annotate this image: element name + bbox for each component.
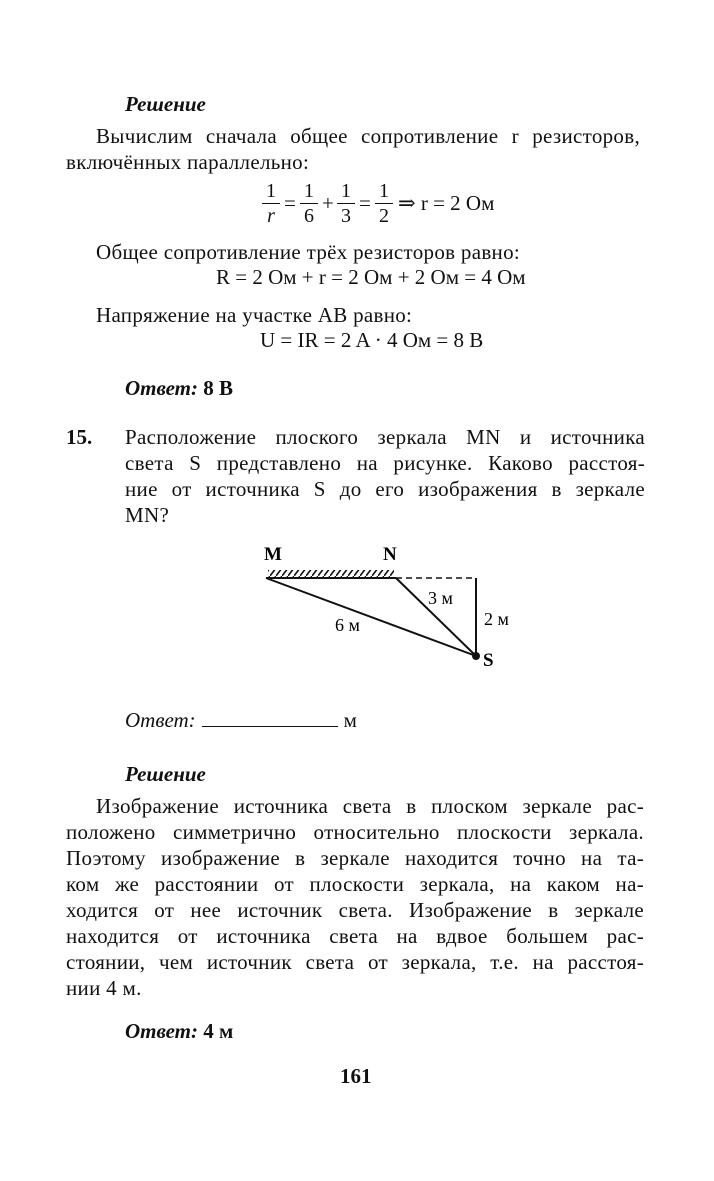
answer-label: Ответ:	[125, 708, 196, 732]
formula-voltage: U = IR = 2 A · 4 Ом = 8 В	[260, 328, 484, 352]
solution1-line3: Общее сопротивление трёх резисторов равно:	[96, 240, 521, 264]
answer-label: Ответ:	[125, 376, 198, 400]
equals-sign: =	[284, 191, 296, 215]
fraction-numerator: 1	[304, 180, 314, 202]
answer-unit: м	[343, 708, 357, 732]
problem15-line: ние от источника S до его изображения в зеркале	[125, 477, 645, 501]
fraction-denominator: 6	[304, 205, 314, 227]
answer-2	[125, 1019, 233, 1044]
problem15-line: MN?	[125, 503, 170, 527]
answer-label: Ответ:	[125, 1019, 198, 1043]
label-2m: 2 м	[484, 609, 509, 629]
solution2-line: Изображение источника света в плоском зеркале рас-	[96, 794, 644, 818]
answer-value: 4 м	[203, 1019, 234, 1043]
answer-blank-line[interactable]	[202, 708, 338, 727]
solution-heading-2: Решение	[125, 762, 206, 786]
problem15-line: Расположение плоского зеркала MN и источника	[125, 425, 645, 449]
formula-total-resistance: R = 2 Ом + r = 2 Ом + 2 Ом = 4 Ом	[216, 265, 526, 289]
label-m: M	[264, 544, 282, 565]
solution2-line: Поэтому изображение в зеркале находится точно на та-	[66, 846, 644, 870]
answer-value: 8 В	[203, 376, 234, 400]
label-6m: 6 м	[335, 615, 360, 635]
solution1-line4: Напряжение на участке AB равно:	[96, 303, 413, 327]
fraction-numerator: 1	[266, 180, 276, 202]
solution-heading-1: Решение	[125, 92, 206, 116]
solution1-line1: Вычислим сначала общее сопротивление r резисторов,	[96, 124, 640, 148]
fraction-denominator: 3	[341, 205, 351, 227]
problem15-line: света S представлено на рисунке. Каково расстоя-	[125, 451, 645, 475]
equals-sign: =	[359, 191, 371, 215]
fraction-denominator: 2	[379, 205, 389, 227]
label-3m: 3 м	[428, 588, 453, 608]
label-s: S	[483, 650, 494, 671]
solution2-line: стоянии, чем источник света от зеркала, т.е. на расстоя-	[66, 950, 644, 974]
solution2-line: ком же расстоянии от плоскости зеркала, на каком на-	[66, 872, 644, 896]
fraction-denominator: r	[267, 205, 275, 227]
answer-15-blank	[125, 708, 357, 733]
label-n: N	[383, 544, 397, 565]
solution2-line: находится от источника света на вдвое большем рас-	[66, 924, 644, 948]
plus-sign: +	[322, 191, 334, 215]
formula1-result: ⇒ r = 2 Ом	[398, 191, 495, 215]
problem-number: 15.	[66, 425, 93, 449]
solution1-line2: включённых параллельно:	[66, 150, 310, 174]
solution2-line: ходится от нее источник света. Изображение в зеркале	[66, 898, 644, 922]
fraction-numerator: 1	[379, 180, 389, 202]
fraction-numerator: 1	[341, 180, 351, 202]
mirror-hatching	[268, 570, 394, 578]
page-number: 161	[340, 1064, 372, 1088]
solution2-line: положено симметрично относительно плоскости зеркала.	[66, 820, 644, 844]
solution2-line: нии 4 м.	[66, 976, 142, 1000]
light-source-point	[472, 652, 480, 660]
